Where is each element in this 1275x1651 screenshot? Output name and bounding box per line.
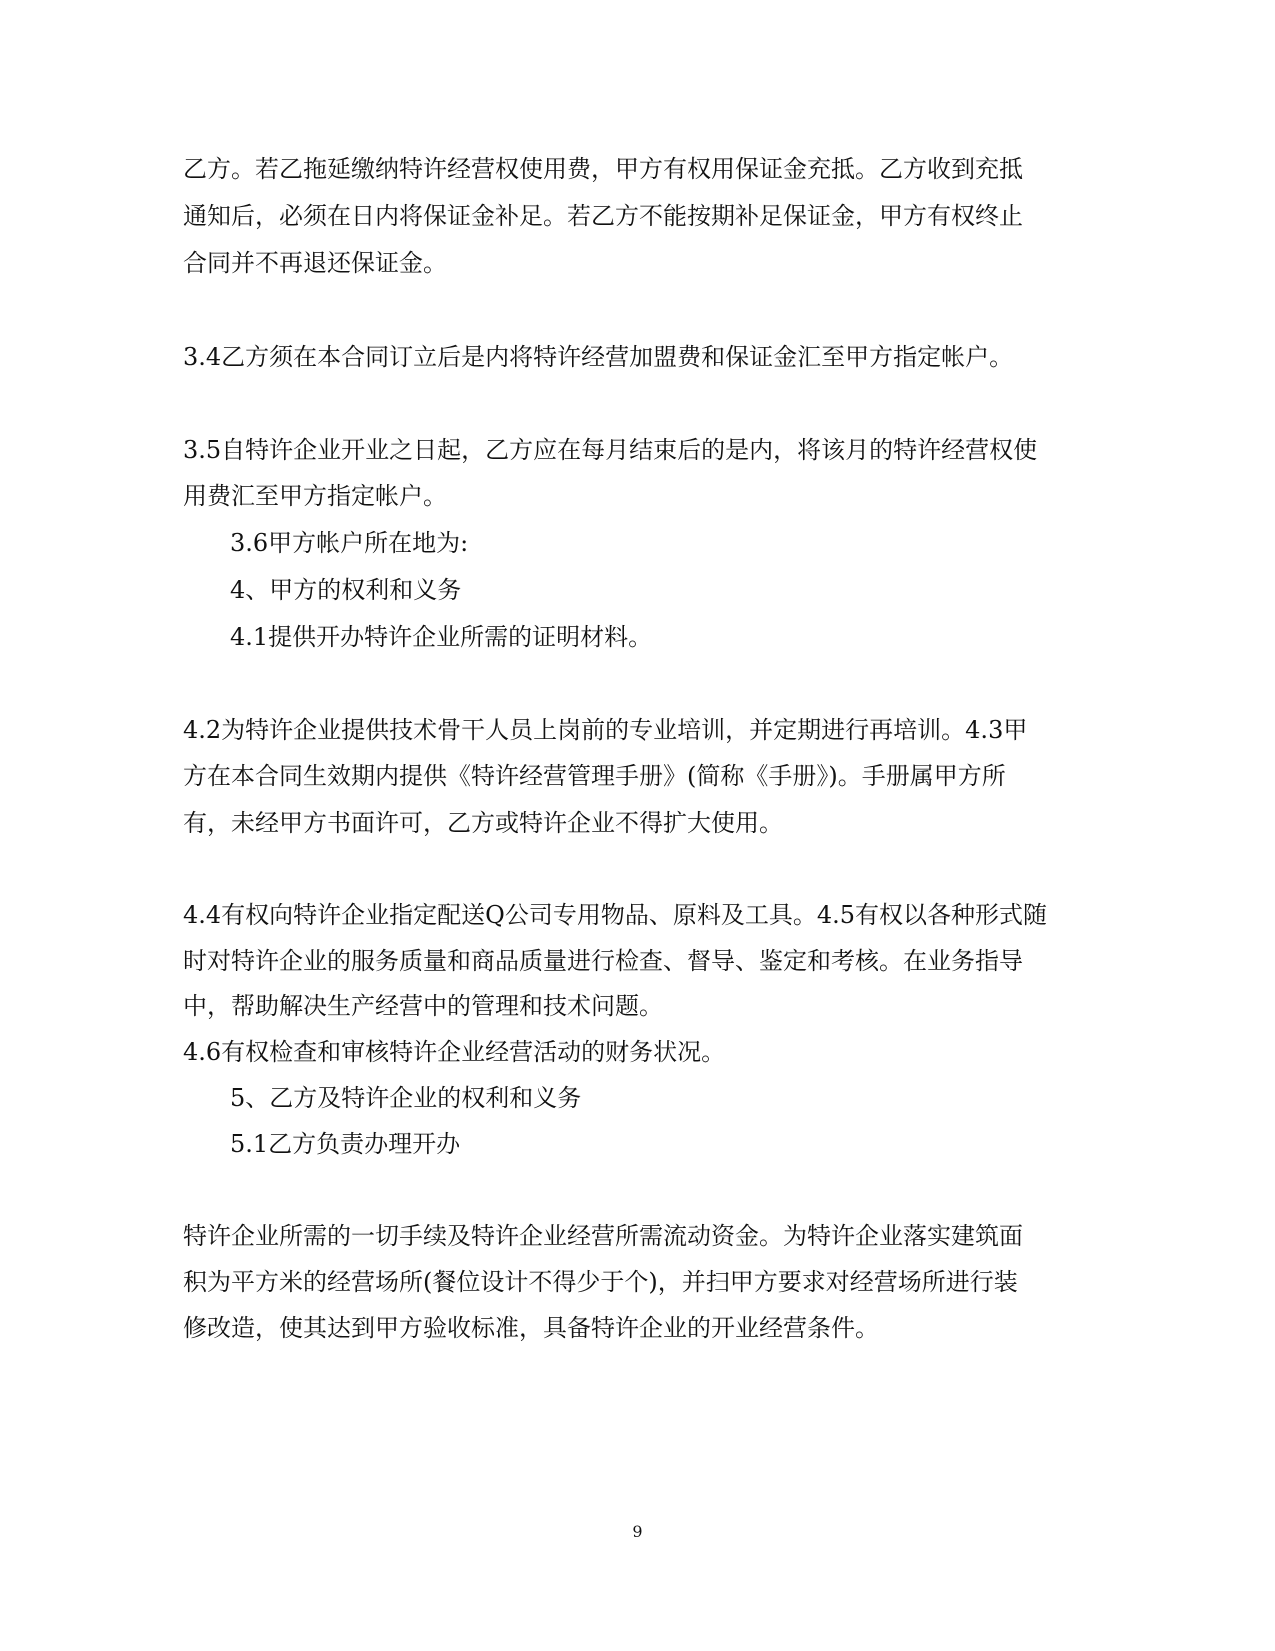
paragraph-line: 4.2为特许企业提供技术骨干人员上岗前的专业培训，并定期进行再培训。4.3甲 — [183, 716, 1028, 744]
paragraph-line: 4.4有权向特许企业指定配送Q公司专用物品、原料及工具。4.5有权以各种形式随 — [183, 901, 1048, 929]
paragraph-line: 合同并不再退还保证金。 — [183, 249, 447, 277]
page-number: 9 — [632, 1522, 643, 1541]
paragraph-line: 3.5自特许企业开业之日起，乙方应在每月结束后的是内，将该月的特许经营权使 — [183, 436, 1038, 464]
paragraph-line: 3.6甲方帐户所在地为: — [230, 529, 469, 557]
paragraph-line: 通知后，必须在日内将保证金补足。若乙方不能按期补足保证金，甲方有权终止 — [183, 202, 1023, 230]
paragraph-line: 修改造，使其达到甲方验收标准，具备特许企业的开业经营条件。 — [183, 1314, 879, 1342]
section-heading: 4、甲方的权利和义务 — [230, 576, 462, 604]
paragraph-line: 中，帮助解决生产经营中的管理和技术问题。 — [183, 992, 663, 1020]
paragraph-line: 4.1提供开办特许企业所需的证明材料。 — [230, 623, 653, 651]
paragraph-line: 时对特许企业的服务质量和商品质量进行检查、督导、鉴定和考核。在业务指导 — [183, 947, 1023, 975]
paragraph-line: 方在本合同生效期内提供《特许经营管理手册》(简称《手册》)。手册属甲方所 — [183, 762, 1006, 790]
section-heading: 5、乙方及特许企业的权利和义务 — [230, 1084, 582, 1112]
paragraph-line: 特许企业所需的一切手续及特许企业经营所需流动资金。为特许企业落实建筑面 — [183, 1222, 1023, 1250]
paragraph-line: 5.1乙方负责办理开办 — [230, 1130, 461, 1158]
paragraph-line: 3.4乙方须在本合同订立后是内将特许经营加盟费和保证金汇至甲方指定帐户。 — [183, 343, 1014, 371]
paragraph-line: 有，未经甲方书面许可，乙方或特许企业不得扩大使用。 — [183, 809, 783, 837]
paragraph-line: 乙方。若乙拖延缴纳特许经营权使用费，甲方有权用保证金充抵。乙方收到充抵 — [183, 155, 1023, 183]
paragraph-line: 用费汇至甲方指定帐户。 — [183, 482, 447, 510]
paragraph-line: 4.6有权检查和审核特许企业经营活动的财务状况。 — [183, 1038, 726, 1066]
paragraph-line: 积为平方米的经营场所(餐位设计不得少于个)，并扫甲方要求对经营场所进行装 — [183, 1268, 1018, 1296]
